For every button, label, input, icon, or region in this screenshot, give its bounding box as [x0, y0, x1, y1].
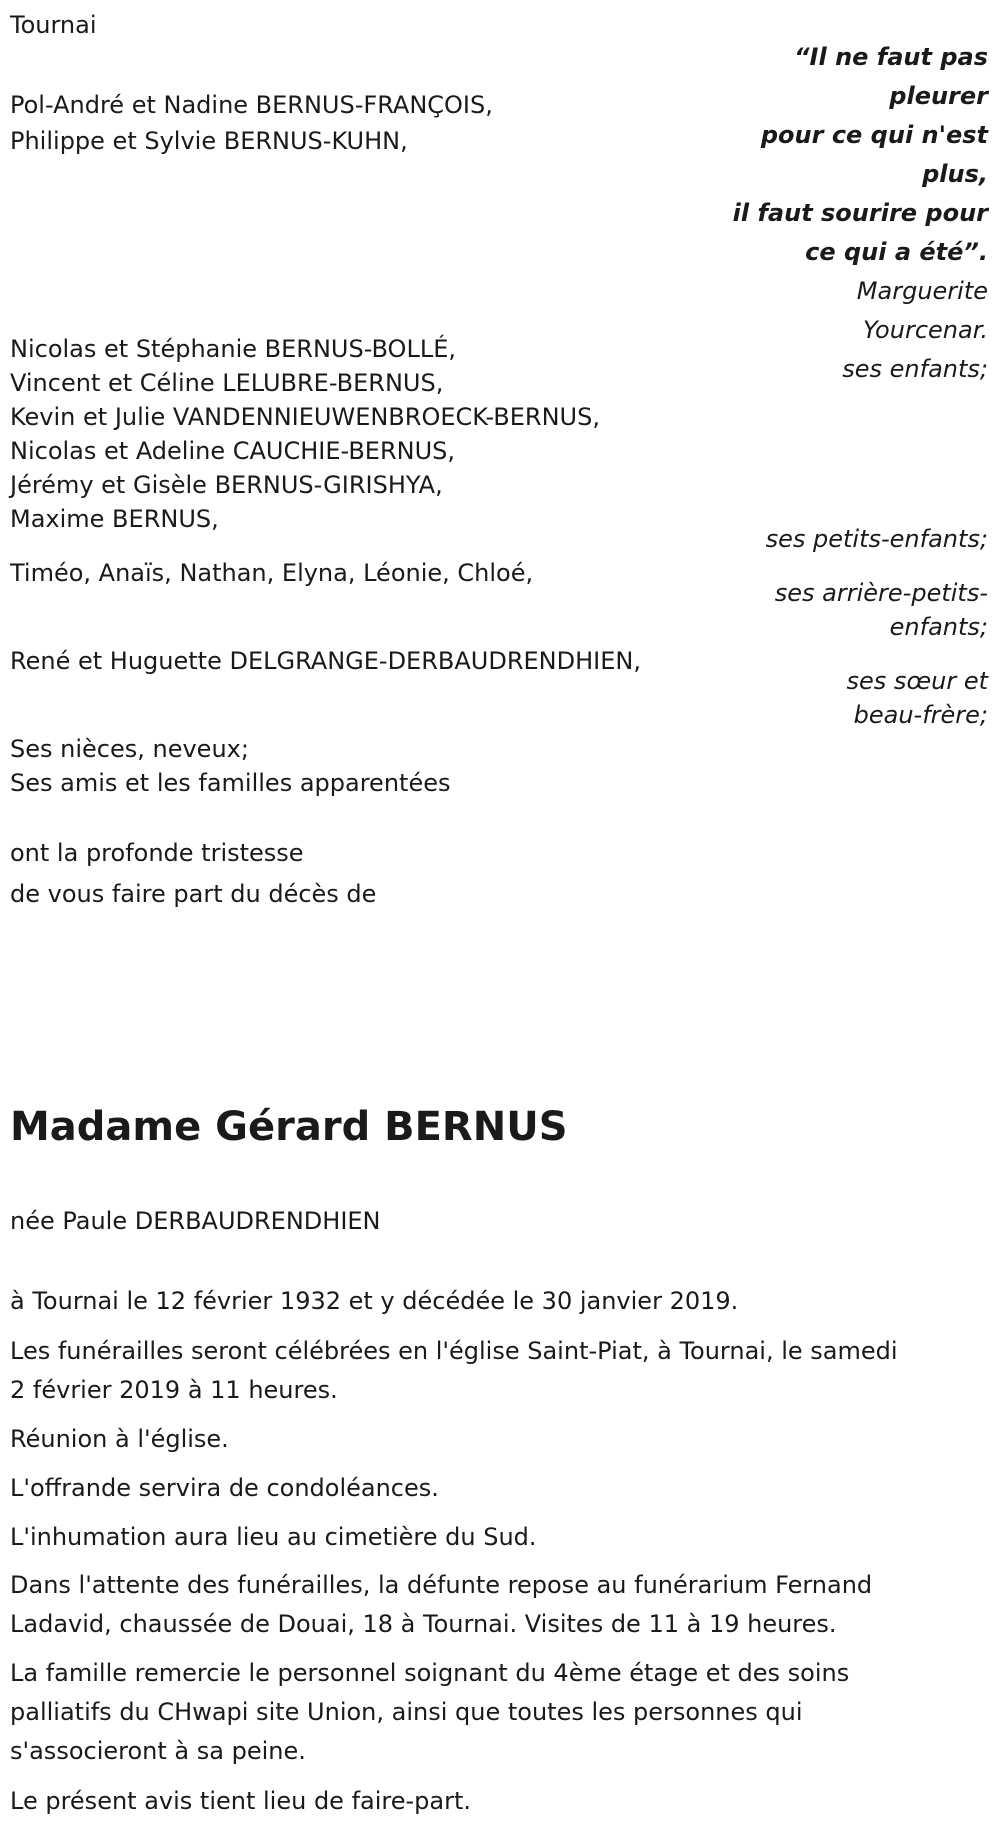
paragraph-line: Le présent avis tient lieu de faire-part.: [10, 1787, 472, 1815]
paragraph: [10, 1654, 995, 1771]
great-grandchildren-relation: ses arrière-petits-: [774, 579, 988, 607]
other-mourners: Ses nièces, neveux;: [10, 735, 249, 763]
paragraph-line: 2 février 2019 à 11 heures.: [10, 1376, 338, 1404]
quote-author-line: Marguerite: [856, 277, 988, 305]
announce-line: ont la profonde tristesse: [10, 839, 304, 867]
grandchildren-relation: ses petits-enfants;: [765, 525, 988, 553]
quote-line: plus,: [922, 160, 988, 188]
paragraph: [10, 1518, 995, 1557]
sibling-names: René et Huguette DELGRANGE-DERBAUDRENDHIEN,: [10, 647, 641, 675]
paragraph: [10, 1782, 995, 1821]
paragraph-line: La famille remercie le personnel soignant du 4ème étage et des soins: [10, 1659, 850, 1687]
paragraph: [10, 1282, 995, 1321]
paragraph-line: Dans l'attente des funérailles, la défunte repose au funérarium Fernand: [10, 1571, 873, 1599]
quote-line: il faut sourire pour: [732, 199, 988, 227]
other-mourners: Ses amis et les familles apparentées: [10, 769, 451, 797]
paragraph-line: s'associeront à sa peine.: [10, 1737, 306, 1765]
city-heading: Tournai: [10, 11, 97, 39]
grandchild-name: Vincent et Céline LELUBRE-BERNUS,: [10, 369, 444, 397]
child-name: Philippe et Sylvie BERNUS-KUHN,: [10, 127, 408, 155]
great-grandchildren-names: Timéo, Anaïs, Nathan, Elyna, Léonie, Chloé,: [10, 559, 534, 587]
paragraph-line: L'inhumation aura lieu au cimetière du Sud.: [10, 1523, 537, 1551]
paragraph-line: à Tournai le 12 février 1932 et y décédée le 30 janvier 2019.: [10, 1287, 739, 1315]
grandchild-name: Nicolas et Adeline CAUCHIE-BERNUS,: [10, 437, 456, 465]
paragraph: [10, 1332, 995, 1410]
paragraph: [10, 1420, 995, 1459]
grandchild-name: Kevin et Julie VANDENNIEUWENBROECK-BERNUS,: [10, 403, 600, 431]
birth-name: née Paule DERBAUDRENDHIEN: [10, 1207, 381, 1235]
grandchild-name: Jérémy et Gisèle BERNUS-GIRISHYA,: [10, 471, 443, 499]
quote-line: “Il ne faut pas: [794, 43, 988, 71]
grandchild-name: Maxime BERNUS,: [10, 505, 219, 533]
quote-line: ce qui a été”.: [805, 238, 988, 266]
grandchild-name: Nicolas et Stéphanie BERNUS-BOLLÉ,: [10, 335, 456, 363]
paragraph-line: L'offrande servira de condoléances.: [10, 1474, 439, 1502]
paragraph: [10, 1469, 995, 1508]
quote-line: pleurer: [889, 82, 988, 110]
children-relation: ses enfants;: [842, 355, 988, 383]
quote-line: pour ce qui n'est: [760, 121, 988, 149]
sibling-relation: beau-frère;: [853, 701, 988, 729]
paragraph: [10, 1566, 995, 1644]
quote-author: [842, 272, 988, 389]
paragraph-line: palliatifs du CHwapi site Union, ainsi que toutes les personnes qui: [10, 1698, 803, 1726]
deceased-name: Madame Gérard BERNUS: [10, 1104, 568, 1150]
paragraph-line: Réunion à l'église.: [10, 1425, 229, 1453]
paragraph-line: Les funérailles seront célébrées en l'église Saint-Piat, à Tournai, le samedi: [10, 1337, 898, 1365]
great-grandchildren-relation: enfants;: [889, 613, 988, 641]
quote: [733, 38, 988, 272]
sibling-relation: ses sœur et: [846, 667, 988, 695]
announce-line: de vous faire part du décès de: [10, 880, 377, 908]
quote-author-line: Yourcenar.: [863, 316, 988, 344]
child-name: Pol-André et Nadine BERNUS-FRANÇOIS,: [10, 91, 493, 119]
paragraph-line: Ladavid, chaussée de Douai, 18 à Tournai. Visites de 11 à 19 heures.: [10, 1610, 837, 1638]
